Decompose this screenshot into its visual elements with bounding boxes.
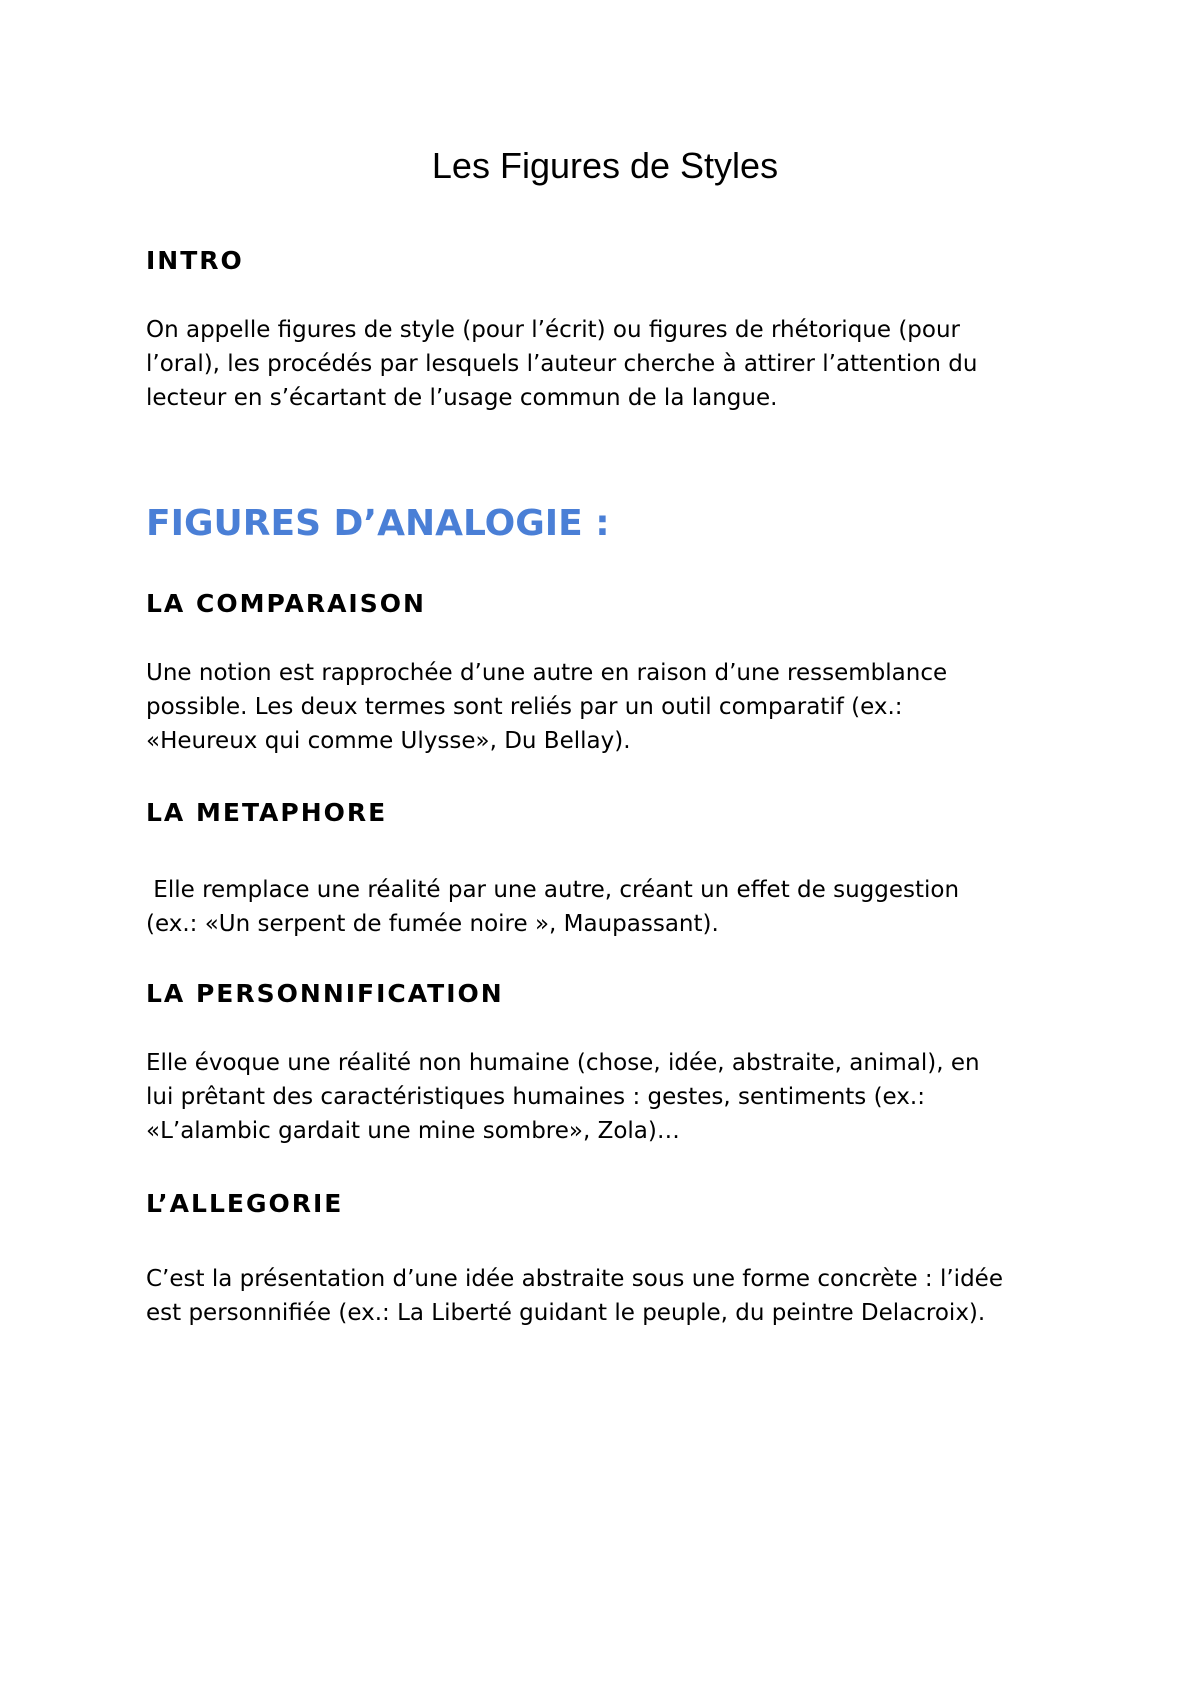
comparaison-heading: LA COMPARAISON <box>146 589 426 618</box>
allegorie-paragraph <box>146 1262 1086 1330</box>
document-title: Les Figures de Styles <box>431 145 779 186</box>
personnification-heading: LA PERSONNIFICATION <box>146 979 504 1008</box>
intro-heading: INTRO <box>146 246 244 275</box>
personnification-line-2: lui prêtant des caractéristiques humaines : gestes, sentiments (ex.: <box>146 1084 925 1110</box>
analogie-heading: FIGURES D’ANALOGIE : <box>146 503 610 544</box>
metaphore-heading: LA METAPHORE <box>146 798 388 827</box>
comparaison-line-3: «Heureux qui comme Ulysse», Du Bellay). <box>146 728 631 754</box>
comparaison-line-2: possible. Les deux termes sont reliés par un outil comparatif (ex.: <box>146 694 903 720</box>
allegorie-line-2: est personnifiée (ex.: La Liberté guidant le peuple, du peintre Delacroix). <box>146 1300 986 1326</box>
intro-line-3: lecteur en s’écartant de l’usage commun de la langue. <box>146 385 778 411</box>
metaphore-paragraph <box>146 873 1086 941</box>
intro-paragraph <box>146 313 1086 415</box>
metaphore-line-2: (ex.: «Un serpent de fumée noire », Maupassant). <box>146 911 719 937</box>
personnification-line-1: Elle évoque une réalité non humaine (chose, idée, abstraite, animal), en <box>146 1050 980 1076</box>
personnification-paragraph <box>146 1046 1086 1148</box>
comparaison-paragraph <box>146 656 1086 758</box>
allegorie-heading: L’ALLEGORIE <box>146 1189 344 1218</box>
allegorie-line-1: C’est la présentation d’une idée abstraite sous une forme concrète : l’idée <box>146 1266 1003 1292</box>
metaphore-line-1: Elle remplace une réalité par une autre, créant un effet de suggestion <box>146 877 960 903</box>
comparaison-line-1: Une notion est rapprochée d’une autre en raison d’une ressemblance <box>146 660 948 686</box>
personnification-line-3: «L’alambic gardait une mine sombre», Zola)… <box>146 1118 680 1144</box>
intro-line-1: On appelle figures de style (pour l’écrit) ou figures de rhétorique (pour <box>146 317 961 343</box>
intro-line-2: l’oral), les procédés par lesquels l’auteur cherche à attirer l’attention du <box>146 351 978 377</box>
